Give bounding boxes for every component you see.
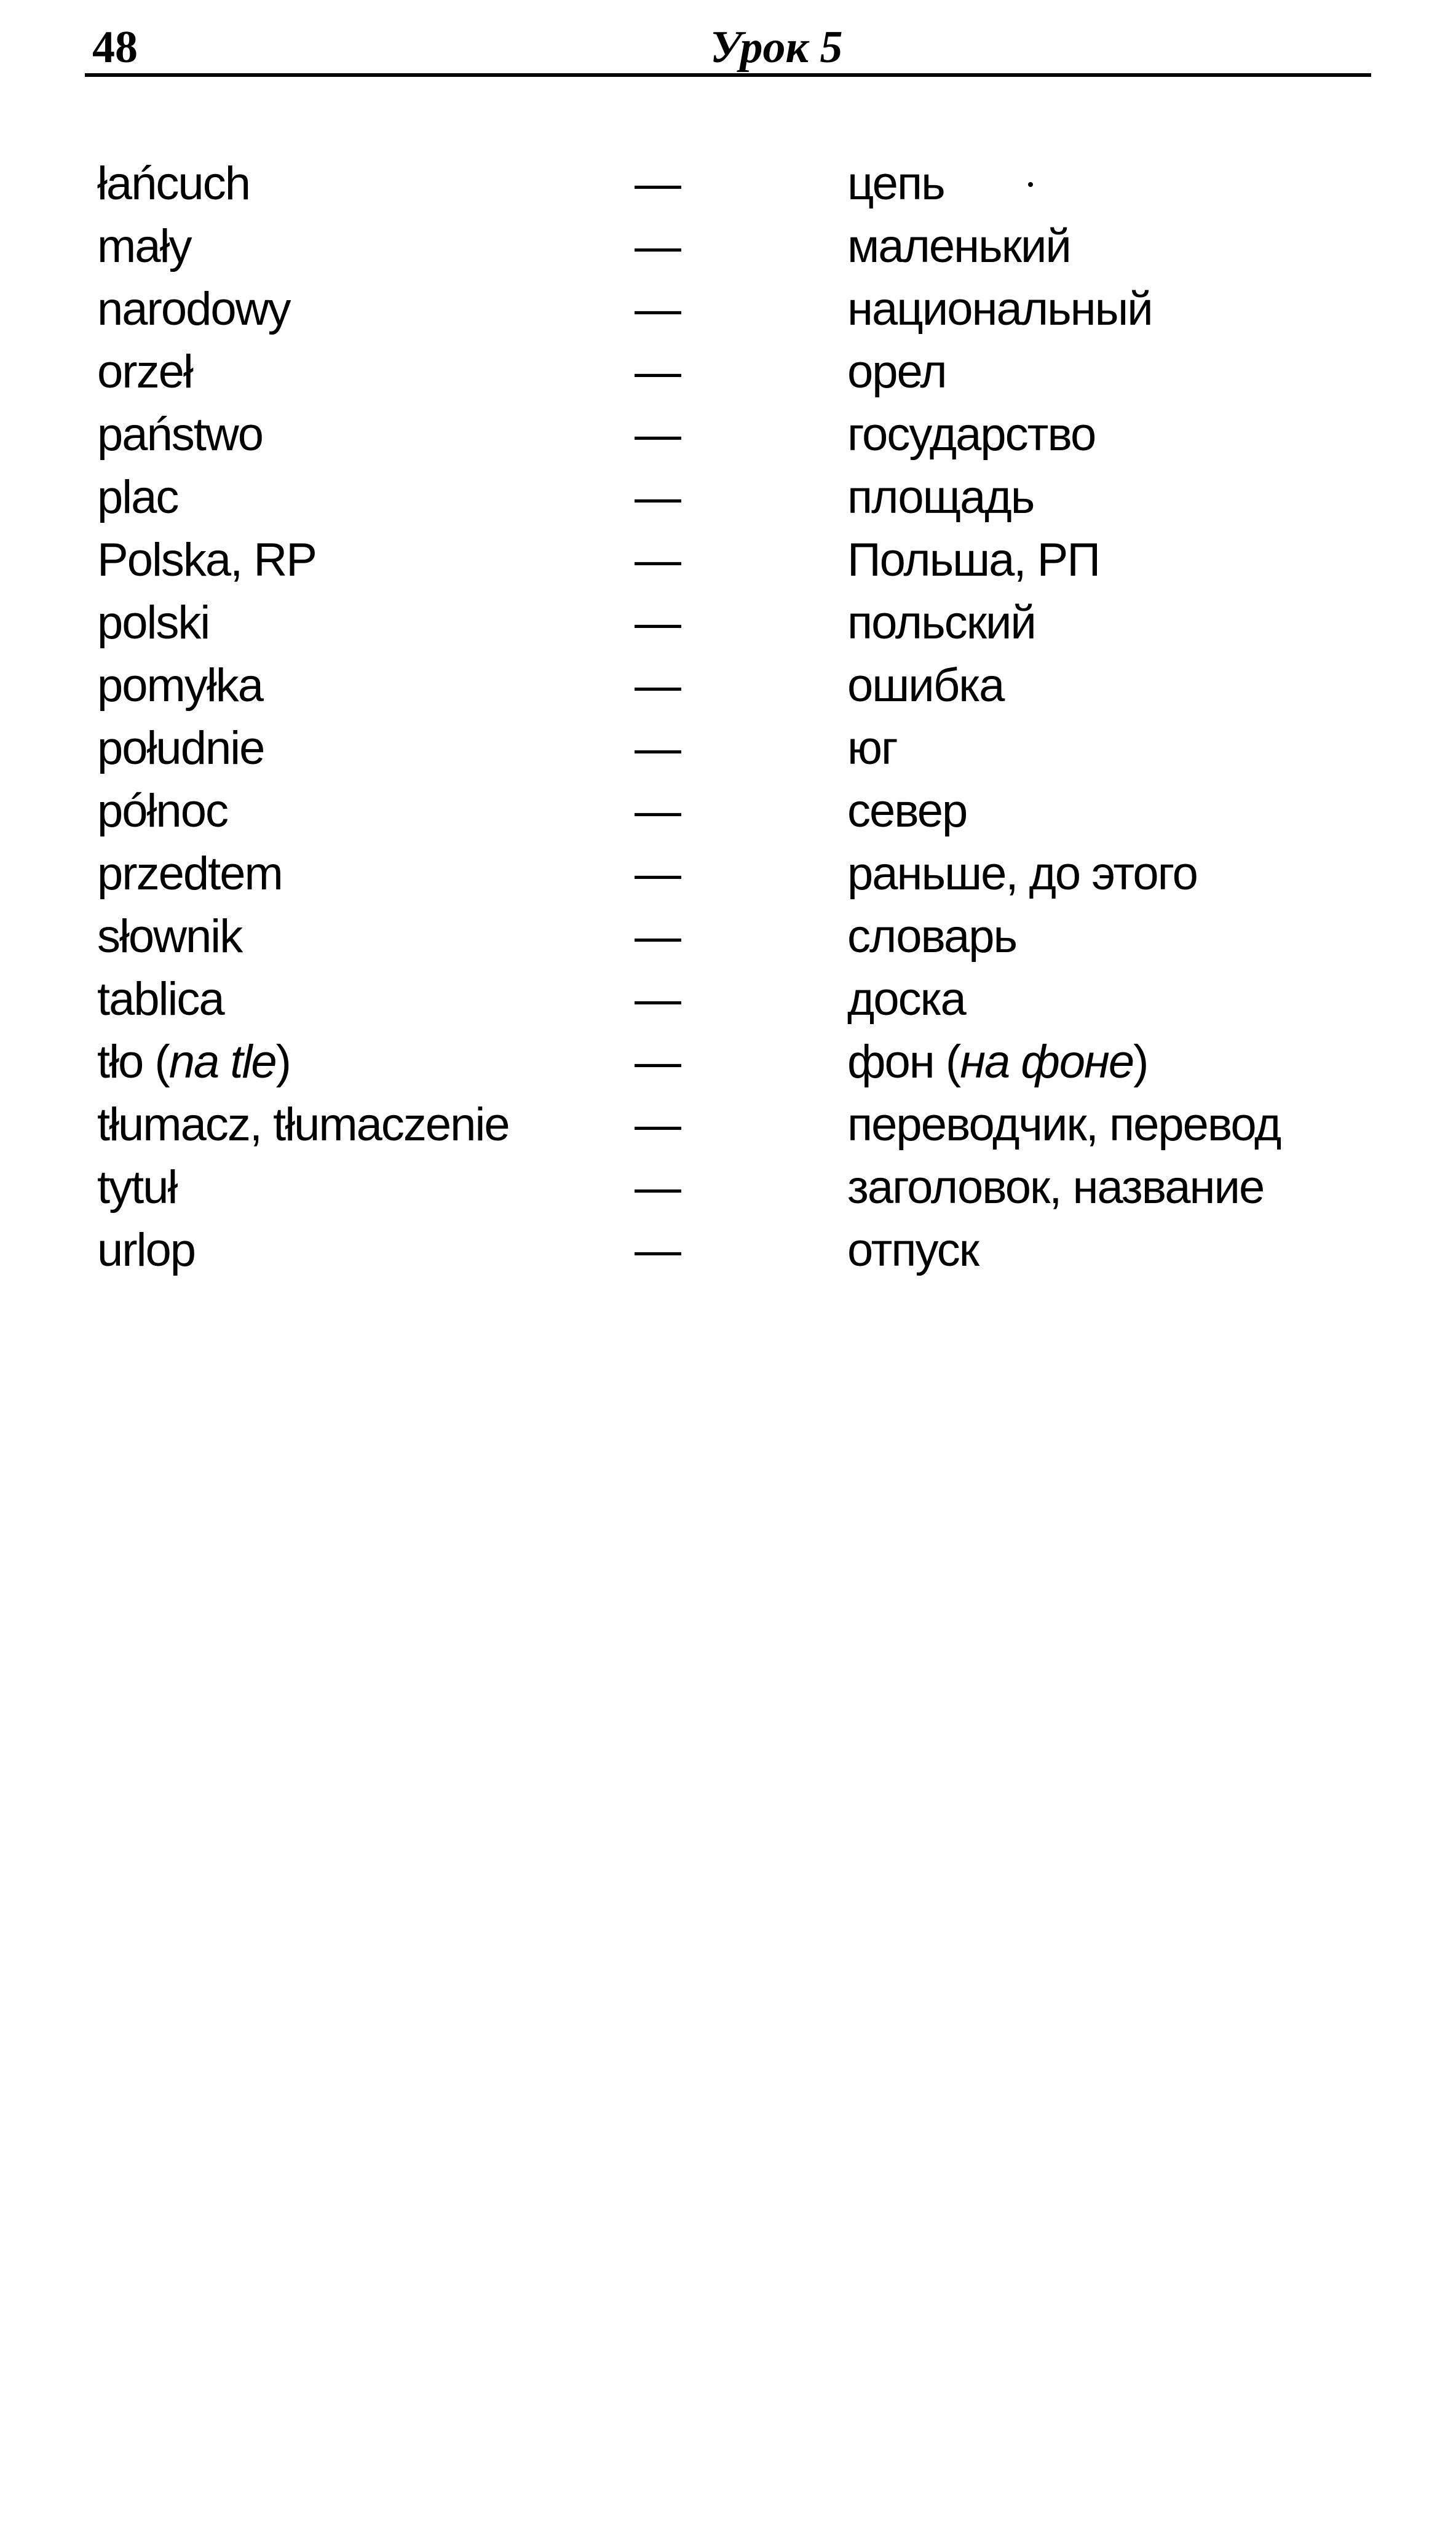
- russian-translation: раньше, до этого: [847, 848, 1197, 900]
- dash-separator: —: [635, 973, 680, 1025]
- vocab-row: [97, 403, 1388, 466]
- vocab-row: [97, 1219, 1388, 1282]
- polish-term: państwo: [97, 408, 263, 461]
- russian-translation: польский: [847, 597, 1035, 649]
- russian-translation: отпуск: [847, 1224, 978, 1276]
- russian-translation: доска: [847, 973, 965, 1025]
- polish-term: północ: [97, 785, 228, 837]
- russian-translation: площадь: [847, 471, 1034, 523]
- russian-translation: север: [847, 785, 967, 837]
- polish-term: słownik: [97, 910, 242, 963]
- vocab-row: [97, 278, 1388, 341]
- page-number: 48: [92, 22, 138, 73]
- dash-separator: —: [635, 1036, 680, 1088]
- dash-separator: —: [635, 471, 680, 523]
- polish-term: pomyłka: [97, 659, 263, 712]
- dash-separator: —: [635, 408, 680, 461]
- polish-term: tablica: [97, 973, 224, 1025]
- dash-separator: —: [635, 157, 680, 210]
- russian-translation: словарь: [847, 910, 1017, 963]
- vocab-row: [97, 654, 1388, 717]
- russian-translation: юг: [847, 722, 897, 774]
- russian-translation: Польша, РП: [847, 534, 1099, 586]
- russian-translation-close: ): [1133, 1036, 1148, 1088]
- polish-term-example: na tle: [168, 1036, 276, 1088]
- polish-term: tłumacz, tłumaczenie: [97, 1099, 509, 1151]
- vocab-row: [97, 1031, 1388, 1094]
- dash-separator: —: [635, 1099, 680, 1151]
- polish-term: [97, 1031, 290, 1094]
- polish-term: plac: [97, 471, 178, 523]
- dash-separator: —: [635, 1224, 680, 1276]
- russian-translation: ошибка: [847, 659, 1004, 712]
- polish-term: przedtem: [97, 848, 282, 900]
- russian-translation-example: на фоне: [960, 1036, 1134, 1088]
- russian-translation: орел: [847, 346, 946, 398]
- vocab-row: [97, 466, 1388, 529]
- dash-separator: —: [635, 346, 680, 398]
- polish-term: południe: [97, 722, 264, 774]
- polish-term: łańcuch: [97, 157, 250, 210]
- russian-translation: национальный: [847, 283, 1152, 335]
- dash-separator: —: [635, 659, 680, 712]
- running-title: Урок 5: [710, 22, 843, 73]
- polish-term-close: ): [275, 1036, 290, 1088]
- page-header: [92, 18, 1371, 80]
- polish-term: tytuł: [97, 1161, 177, 1214]
- russian-translation-base: фон (: [847, 1036, 960, 1088]
- vocab-row: [97, 717, 1388, 780]
- vocab-row: [97, 1094, 1388, 1156]
- dash-separator: —: [635, 283, 680, 335]
- vocab-row: [97, 153, 1388, 215]
- vocab-row: [97, 1156, 1388, 1219]
- vocab-row: [97, 968, 1388, 1031]
- russian-translation: заголовок, название: [847, 1161, 1264, 1214]
- polish-term: urlop: [97, 1224, 195, 1276]
- dash-separator: —: [635, 597, 680, 649]
- vocab-row: [97, 843, 1388, 905]
- vocabulary-list: [97, 153, 1388, 1282]
- header-rule: [85, 73, 1371, 77]
- polish-term-base: tło (: [97, 1036, 169, 1088]
- dash-separator: —: [635, 220, 680, 272]
- polish-term: orzeł: [97, 346, 192, 398]
- vocab-row: [97, 780, 1388, 843]
- vocab-row: [97, 529, 1388, 592]
- dash-separator: —: [635, 785, 680, 837]
- polish-term: Polska, RP: [97, 534, 316, 586]
- dash-separator: —: [635, 1161, 680, 1214]
- dash-separator: —: [635, 910, 680, 963]
- vocab-row: [97, 592, 1388, 654]
- polish-term: polski: [97, 597, 210, 649]
- russian-translation: маленький: [847, 220, 1070, 272]
- polish-term: narodowy: [97, 283, 290, 335]
- russian-translation: [847, 1031, 1147, 1094]
- russian-translation: переводчик, перевод: [847, 1099, 1281, 1151]
- russian-translation: государство: [847, 408, 1096, 461]
- vocab-row: [97, 215, 1388, 278]
- vocab-row: [97, 341, 1388, 403]
- dash-separator: —: [635, 848, 680, 900]
- dash-separator: —: [635, 722, 680, 774]
- vocab-row: [97, 905, 1388, 968]
- polish-term: mały: [97, 220, 191, 272]
- russian-translation: цепь: [847, 157, 944, 210]
- dash-separator: —: [635, 534, 680, 586]
